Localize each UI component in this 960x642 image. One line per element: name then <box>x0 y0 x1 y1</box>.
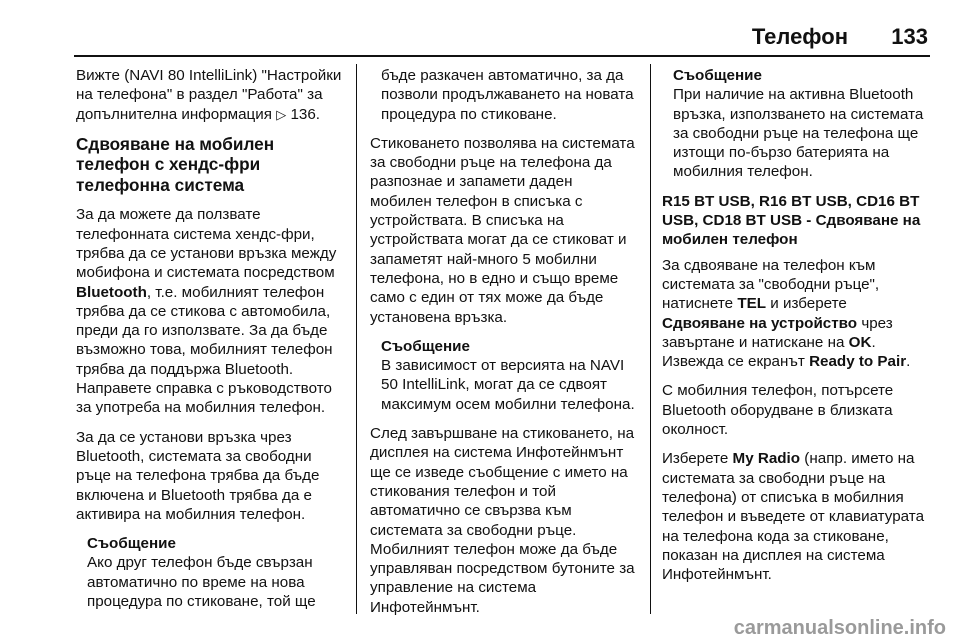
intro-paragraph: Вижте (NAVI 80 IntelliLink) "Настройки на телефона" в раздел "Работа" за допълнителна информация ▷ 136. <box>76 67 342 123</box>
column-3 <box>662 66 932 594</box>
section-heading-pairing: Сдвояване на мобилен телефон с хендс-фри телефонна система <box>76 133 275 195</box>
bluetooth-connection-paragraph: За да се установи връзка чрез Bluetooth, системата за свободни ръце на телефона трябва да бъде включена и Bluetooth трябва да е активира на мобилния телефон. <box>76 428 320 523</box>
note-text: В зависимост от версията на NAVI 50 IntelliLink, могат да се сдвоят максимум осем мобилни телефона. <box>381 357 635 413</box>
select-my-radio-paragraph: Изберете My Radio (напр. името на системата за свободни ръце на телефона) от списъка в мобилния телефон и въведете от клавиатурата на телефона кода за стиковане, показан на дисплея на система Инфотейнмънт. <box>662 450 925 584</box>
header-rule <box>74 55 930 57</box>
page-header <box>0 0 960 56</box>
pair-device-menu-label: Сдвояване на устройство <box>662 314 858 332</box>
note-block <box>76 534 344 611</box>
tel-button-label: TEL <box>737 295 767 313</box>
page-title: Телефон <box>751 24 848 49</box>
search-bluetooth-paragraph: С мобилния телефон, потърсете Bluetooth оборудване в близката околност. <box>662 382 894 439</box>
page-number: 133 <box>891 24 928 49</box>
bluetooth-term: Bluetooth <box>76 283 147 301</box>
note-block <box>370 337 638 414</box>
note-text: Ако друг телефон бъде свързан автоматично по време на нова процедура по стиковане, той ще <box>87 554 316 611</box>
pairing-paragraph: За да можете да ползвате телефонната система хендс-фри, трябва да се установи връзка между мобифона и системата посредством Bluetooth, т.е. мобилният телефон трябва да се стикова с автомобила, преди да го използвате. За да бъде възможно това, мобилният телефон трябва да поддържа Bluetooth. Направете справка с ръководството за употреба на мобилния телефон. <box>76 206 337 417</box>
after-pairing-paragraph: След завършване на стиковането, на дисплея на система Инфотейнмънт ще се изведе съобщение с името на стикования телефон и той автоматично се свързва към системата за свободни ръце. Мобилният телефон може да бъде управляван посредством бутоните за управление на система Инфотейнмънт. <box>370 425 635 616</box>
pairing-list-paragraph: Стиковането позволява на системата за свободни ръце на телефона да разпознае и запамети даден мобилен телефон в списъка с устройствата. В списъка на устройствата могат да се стиковат и запаметят най-много 5 мобилни телефона, но в едно и също време само с един от тях може да бъде установена връзка. <box>370 134 635 326</box>
column-divider-2 <box>650 64 651 614</box>
note-block <box>662 66 932 182</box>
watermark: carmanualsonline.info <box>733 617 946 639</box>
note-continuation: бъде разкачен автоматично, за да позволи продължаването на новата процедура по стиковане. <box>381 67 634 123</box>
column-divider-1 <box>356 64 357 614</box>
ready-to-pair-label: Ready to Pair <box>809 353 907 371</box>
section-heading-r15: R15 BT USB, R16 BT USB, CD16 BT USB, CD18 BT USB - Сдвояване на мобилен телефон <box>662 192 921 249</box>
note-title: Съобщение <box>381 337 470 355</box>
column-1 <box>76 66 344 621</box>
ok-button-label: OK <box>848 333 872 351</box>
page-ref[interactable]: 136. <box>290 105 320 123</box>
my-radio-label: My Radio <box>732 450 801 468</box>
column-2 <box>370 66 638 627</box>
page-ref-arrow-icon: ▷ <box>276 106 287 122</box>
note-title: Съобщение <box>87 535 176 553</box>
note-text: При наличие на активна Bluetooth връзка, използването на системата за свободни ръце на телефона ще изтощи по-бързо батерията на мобилния телефон. <box>673 86 924 181</box>
note-title: Съобщение <box>673 67 762 84</box>
r15-pairing-paragraph: За сдвояване на телефон към системата за "свободни ръце", натиснете TEL и изберете Сдвояване на устройство чрез завъртане и натискане на OK. Извежда се екранът Ready to Pair. <box>662 256 911 371</box>
